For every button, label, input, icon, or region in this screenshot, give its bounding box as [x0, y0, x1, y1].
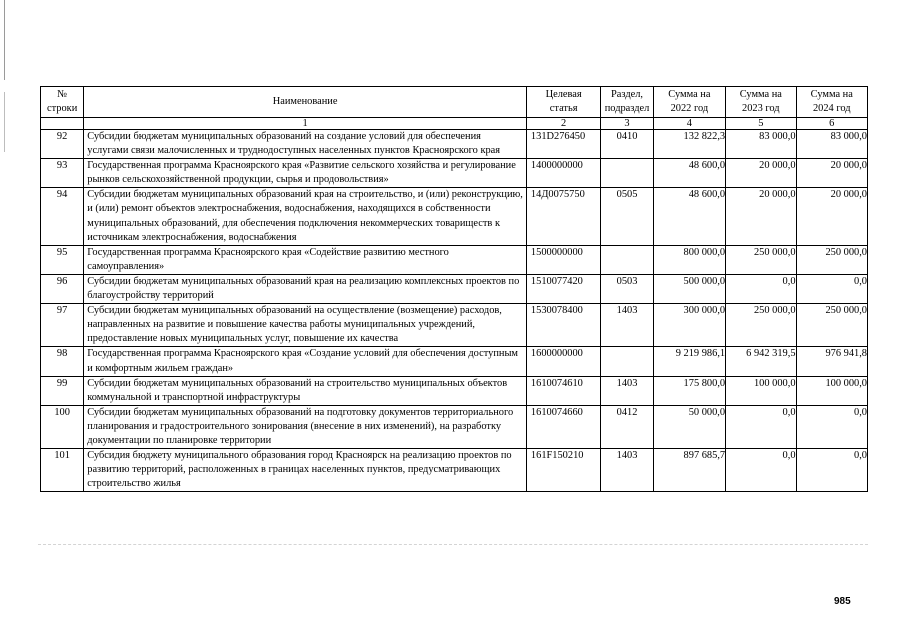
table-row [41, 130, 868, 159]
row-number-cell: 96 [41, 274, 84, 303]
table-row [41, 405, 868, 448]
sum-2022-cell: 800 000,0 [653, 245, 725, 274]
sum-2023-cell: 0,0 [726, 405, 796, 448]
row-number-cell: 100 [41, 405, 84, 448]
sum-2023-cell: 83 000,0 [726, 130, 796, 159]
sum-2022-cell: 300 000,0 [653, 304, 725, 347]
section-cell: 1403 [601, 449, 653, 492]
target-article-cell: 1600000000 [526, 347, 600, 376]
sum-2022-cell: 48 600,0 [653, 188, 725, 245]
header-sum-2023: Сумма на 2023 год [726, 87, 796, 118]
sum-2022-cell: 132 822,3 [653, 130, 725, 159]
sum-2024-cell: 20 000,0 [796, 159, 867, 188]
section-cell: 1403 [601, 376, 653, 405]
target-article-cell: 1510077420 [526, 274, 600, 303]
scan-margin-line [4, 0, 5, 80]
column-index-cell: 5 [726, 118, 796, 130]
page-number: 985 [834, 596, 851, 607]
page-divider [38, 544, 868, 545]
table-row [41, 274, 868, 303]
table-header-row [41, 87, 868, 118]
row-number-cell: 99 [41, 376, 84, 405]
table-row [41, 188, 868, 245]
row-number-cell: 101 [41, 449, 84, 492]
column-index-cell [41, 118, 84, 130]
header-row-number: № строки [41, 87, 84, 118]
sum-2023-cell: 6 942 319,5 [726, 347, 796, 376]
row-name-cell: Государственная программа Красноярского края «Содействие развитию местного самоуправления» [84, 245, 527, 274]
row-name-cell: Государственная программа Красноярского края «Развитие сельского хозяйства и регулирование рынков сельскохозяйственной продукции, сырья и продовольствия» [84, 159, 527, 188]
row-name-cell: Государственная программа Красноярского края «Создание условий для обеспечения доступным и комфортным жильем граждан» [84, 347, 527, 376]
row-name-cell: Субсидии бюджетам муниципальных образований края на строительство, и (или) реконструкцию, и (или) ремонт объектов электроснабжения, водоснабжения, находящихся в собственности муниципальных образований, для обеспечения подключения некоммерческих товариществ к источникам электроснабжения, водоснабжения [84, 188, 527, 245]
header-sum-2022: Сумма на 2022 год [653, 87, 725, 118]
column-index-cell: 4 [653, 118, 725, 130]
row-number-cell: 92 [41, 130, 84, 159]
sum-2022-cell: 897 685,7 [653, 449, 725, 492]
sum-2022-cell: 9 219 986,1 [653, 347, 725, 376]
target-article-cell: 1530078400 [526, 304, 600, 347]
column-index-cell: 3 [601, 118, 653, 130]
sum-2023-cell: 0,0 [726, 449, 796, 492]
target-article-cell: 161F150210 [526, 449, 600, 492]
row-number-cell: 97 [41, 304, 84, 347]
sum-2022-cell: 48 600,0 [653, 159, 725, 188]
sum-2024-cell: 0,0 [796, 405, 867, 448]
sum-2022-cell: 175 800,0 [653, 376, 725, 405]
table-row [41, 347, 868, 376]
header-section: Раздел, подраздел [601, 87, 653, 118]
target-article-cell: 1500000000 [526, 245, 600, 274]
table-row [41, 376, 868, 405]
section-cell: 0412 [601, 405, 653, 448]
target-article-cell: 1610074610 [526, 376, 600, 405]
sum-2024-cell: 976 941,8 [796, 347, 867, 376]
row-number-cell: 93 [41, 159, 84, 188]
target-article-cell: 131D276450 [526, 130, 600, 159]
sum-2023-cell: 100 000,0 [726, 376, 796, 405]
sum-2024-cell: 250 000,0 [796, 245, 867, 274]
section-cell [601, 159, 653, 188]
sum-2024-cell: 0,0 [796, 274, 867, 303]
column-index-cell: 1 [84, 118, 527, 130]
header-name: Наименование [84, 87, 527, 118]
sum-2024-cell: 0,0 [796, 449, 867, 492]
section-cell: 1403 [601, 304, 653, 347]
sum-2023-cell: 250 000,0 [726, 304, 796, 347]
row-name-cell: Субсидии бюджетам муниципальных образований на осуществление (возмещение) расходов, направленных на развитие и повышение качества работы муниципальных учреждений, предоставление новых муниципальных услуг, повышение их качества [84, 304, 527, 347]
table-row [41, 304, 868, 347]
column-index-cell: 6 [796, 118, 867, 130]
sum-2022-cell: 500 000,0 [653, 274, 725, 303]
row-number-cell: 95 [41, 245, 84, 274]
sum-2023-cell: 20 000,0 [726, 159, 796, 188]
table-row [41, 449, 868, 492]
sum-2024-cell: 100 000,0 [796, 376, 867, 405]
target-article-cell: 1610074660 [526, 405, 600, 448]
budget-table [40, 86, 868, 492]
sum-2023-cell: 250 000,0 [726, 245, 796, 274]
row-number-cell: 98 [41, 347, 84, 376]
row-name-cell: Субсидии бюджетам муниципальных образований на подготовку документов территориального планирования и градостроительного зонирования (внесение в них изменений), на разработку документации по планировке территории [84, 405, 527, 448]
column-index-cell: 2 [526, 118, 600, 130]
sum-2024-cell: 20 000,0 [796, 188, 867, 245]
column-index-row [41, 118, 868, 130]
section-cell [601, 245, 653, 274]
row-name-cell: Субсидия бюджету муниципального образования город Красноярск на реализацию проектов по развитию территорий, расположенных в границах населенных пунктов, предусматривающих строительство жилья [84, 449, 527, 492]
row-name-cell: Субсидии бюджетам муниципальных образований края на реализацию комплексных проектов по благоустройству территорий [84, 274, 527, 303]
sum-2023-cell: 0,0 [726, 274, 796, 303]
target-article-cell: 1400000000 [526, 159, 600, 188]
section-cell: 0505 [601, 188, 653, 245]
header-target-article: Целевая статья [526, 87, 600, 118]
sum-2024-cell: 250 000,0 [796, 304, 867, 347]
sum-2023-cell: 20 000,0 [726, 188, 796, 245]
table-body [41, 130, 868, 492]
row-name-cell: Субсидии бюджетам муниципальных образований на создание условий для обеспечения услугами связи малочисленных и труднодоступных населенных пунктов Красноярского края [84, 130, 527, 159]
sum-2024-cell: 83 000,0 [796, 130, 867, 159]
section-cell: 0410 [601, 130, 653, 159]
section-cell: 0503 [601, 274, 653, 303]
table-row [41, 245, 868, 274]
row-name-cell: Субсидии бюджетам муниципальных образований на строительство муниципальных объектов коммунальной и транспортной инфраструктуры [84, 376, 527, 405]
section-cell [601, 347, 653, 376]
target-article-cell: 14Д0075750 [526, 188, 600, 245]
header-sum-2024: Сумма на 2024 год [796, 87, 867, 118]
table-row [41, 159, 868, 188]
scan-margin-line [4, 92, 5, 152]
sum-2022-cell: 50 000,0 [653, 405, 725, 448]
row-number-cell: 94 [41, 188, 84, 245]
